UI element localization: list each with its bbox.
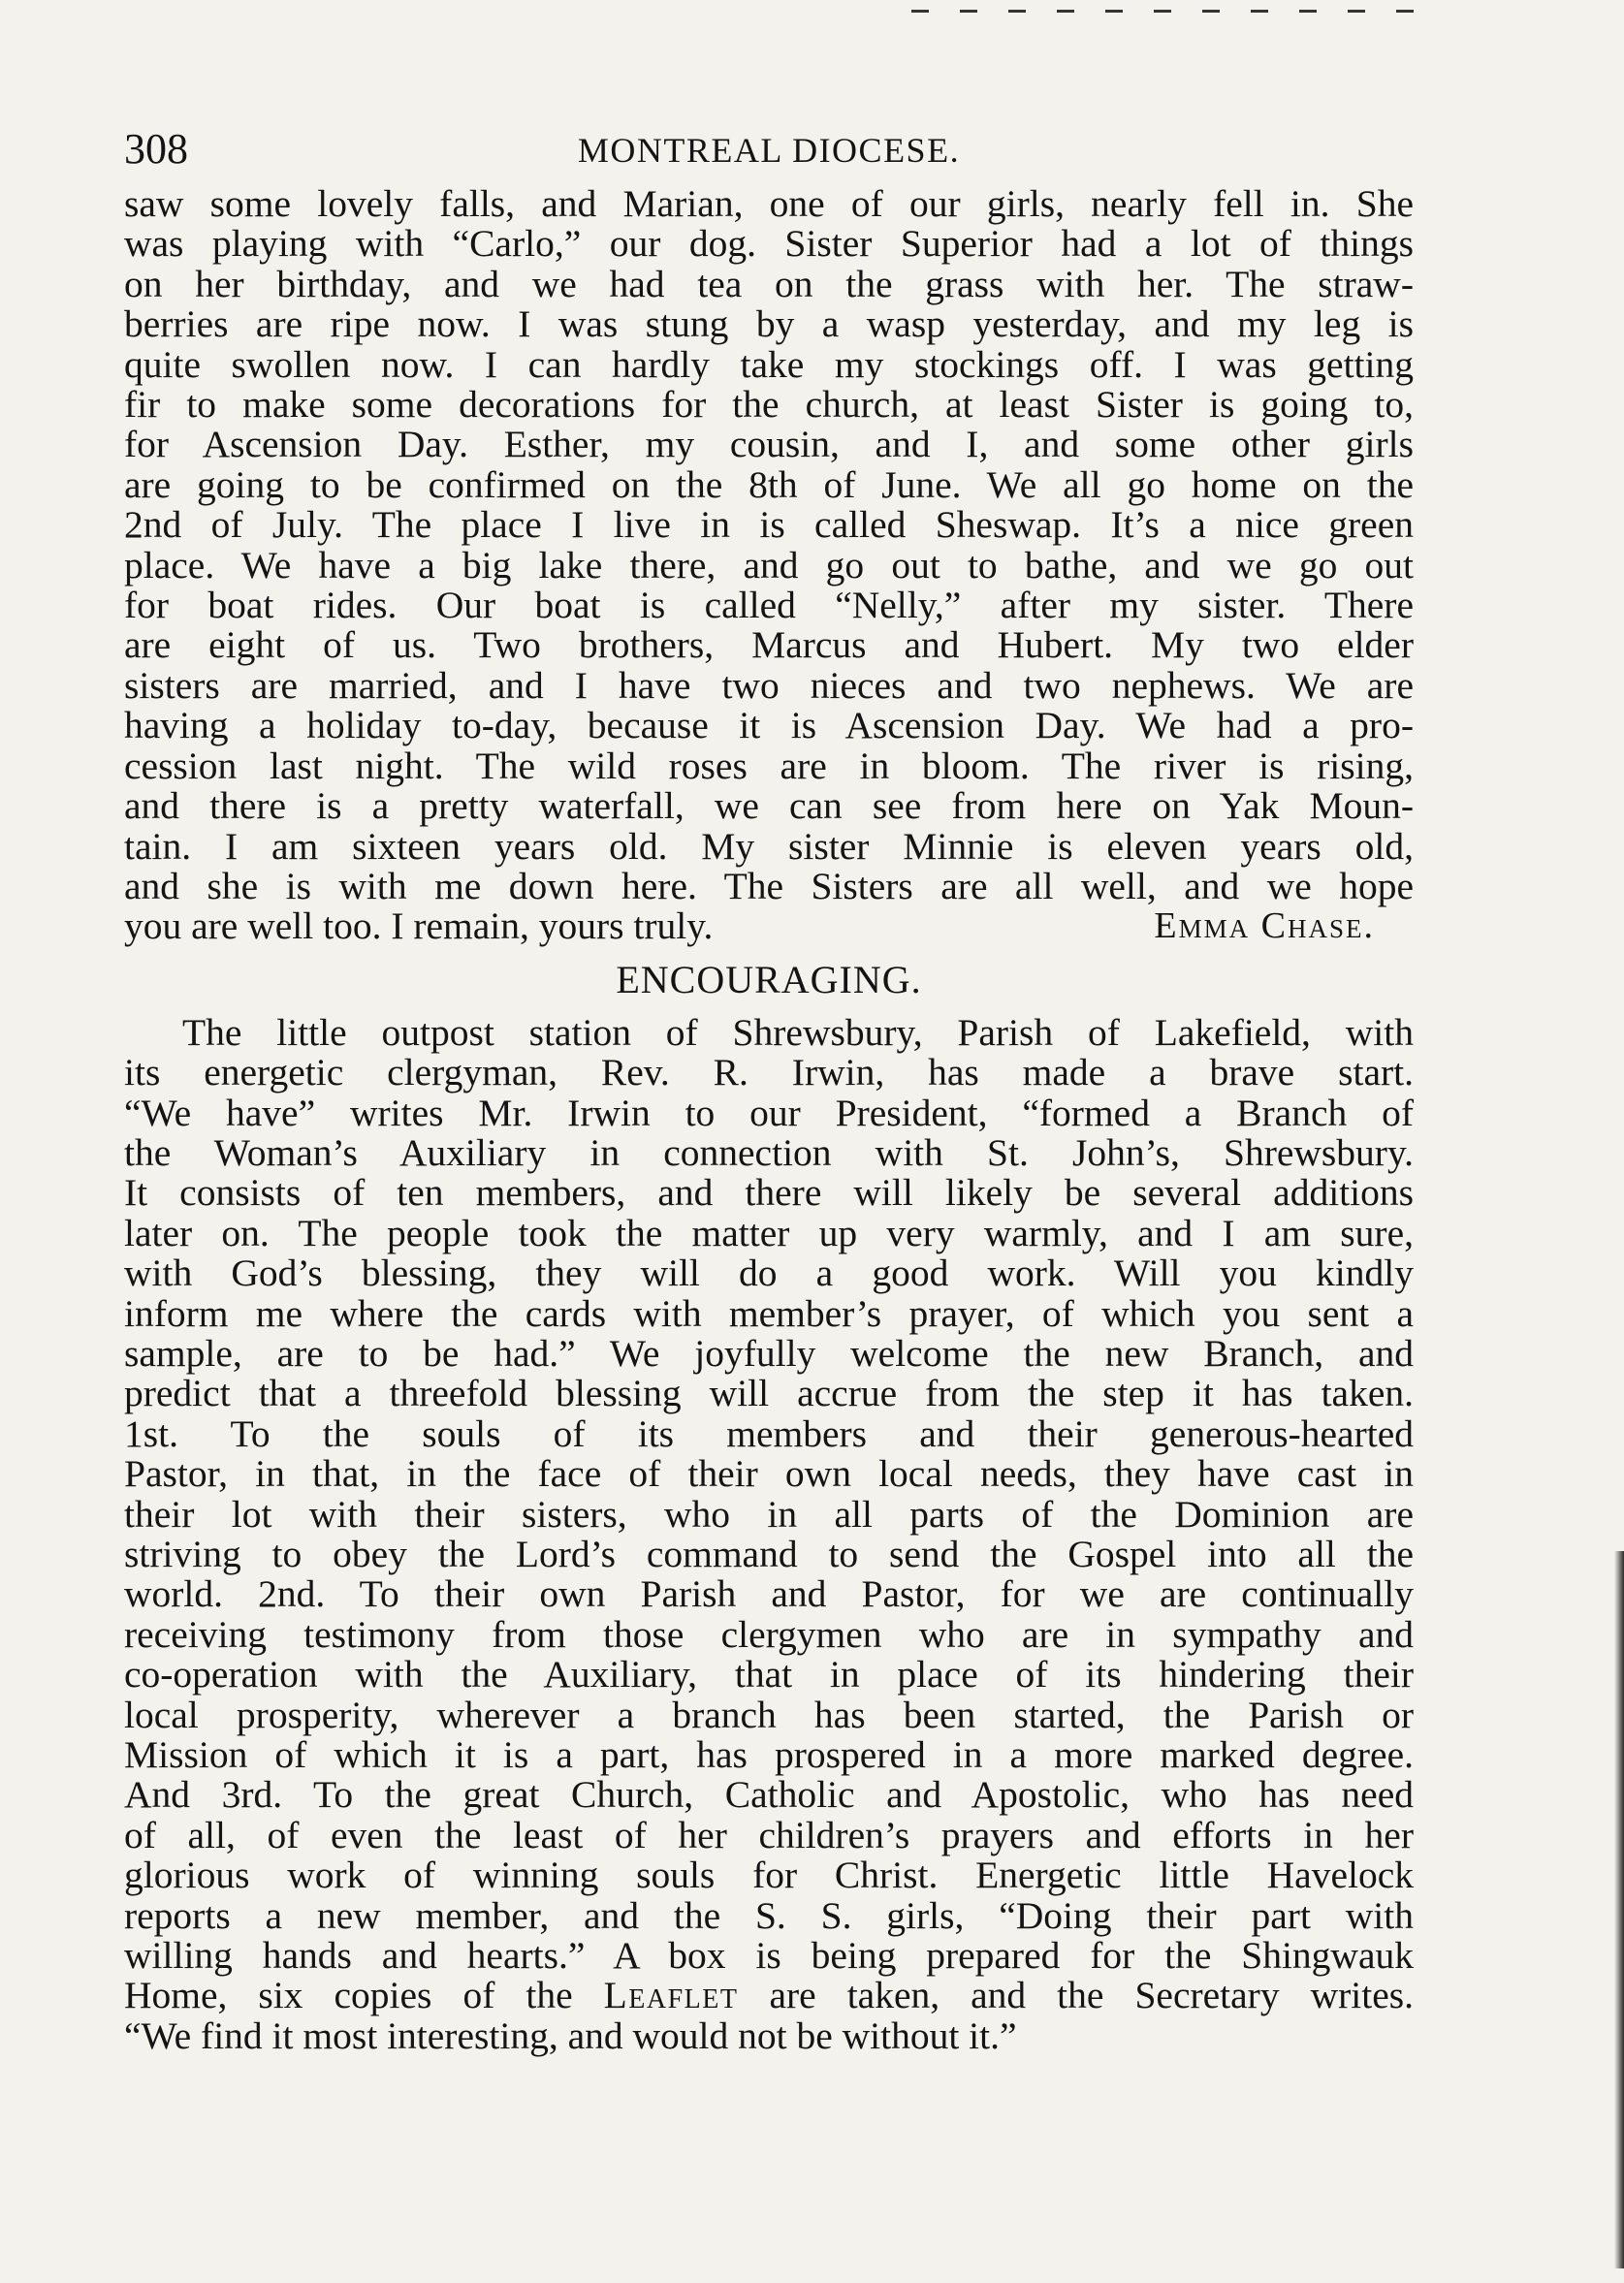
running-head: MONTREAL DIOCESE. bbox=[577, 131, 961, 170]
page-edge-shadow bbox=[1614, 1551, 1624, 2268]
article-line bbox=[124, 1976, 1414, 2015]
letter-line: 2nd of July. The place I live in is called Sheswap. It’s a nice green bbox=[124, 503, 1414, 547]
letter-text bbox=[124, 184, 1414, 947]
letter-line: quite swollen now. I can hardly take my stockings off. I was getting bbox=[124, 342, 1414, 386]
article-line: the Woman’s Auxiliary in connection with St. John’s, Shrewsbury. bbox=[124, 1130, 1414, 1174]
letter-line: for boat rides. Our boat is called “Nelly,” after my sister. There bbox=[124, 584, 1414, 627]
article-line: co-operation with the Auxiliary, that in place of its hindering their bbox=[124, 1653, 1414, 1696]
letter-line: are going to be confirmed on the 8th of June. We all go home on the bbox=[124, 462, 1414, 506]
article-line: sample, are to be had.” We joyfully welcome the new Branch, and bbox=[124, 1331, 1414, 1375]
letter-line: place. We have a big lake there, and go out to bathe, and we go out bbox=[124, 543, 1414, 587]
article-line: The little outpost station of Shrewsbury, Parish of Lakefield, with bbox=[182, 1010, 1414, 1054]
article-line: local prosperity, wherever a branch has been started, the Parish or bbox=[124, 1693, 1414, 1736]
letter-line: having a holiday to-day, because it is Ascension Day. We had a pro- bbox=[124, 704, 1414, 747]
article-line-text: Home, six copies of the bbox=[124, 1974, 604, 2017]
top-edge-rule bbox=[911, 10, 1435, 13]
letter-line: saw some lovely falls, and Marian, one of our girls, nearly fell in. She bbox=[124, 182, 1414, 225]
article-line: later on. The people took the matter up very warmly, and I am sure, bbox=[124, 1211, 1414, 1254]
article-line-text: are taken, and the Secretary writes. bbox=[738, 1974, 1414, 2017]
book-page bbox=[124, 116, 1414, 2056]
article-line: of all, of even the least of her children’s prayers and efforts in her bbox=[124, 1813, 1414, 1856]
letter-line: for Ascension Day. Esther, my cousin, and I, and some other girls bbox=[124, 423, 1414, 466]
article-line: their lot with their sisters, who in all parts of the Dominion are bbox=[124, 1492, 1414, 1536]
letter-line: are eight of us. Two brothers, Marcus and Hubert. My two elder bbox=[124, 623, 1414, 667]
article-line: willing hands and hearts.” A box is being prepared for the Shingwauk bbox=[124, 1934, 1414, 1978]
letter-closing-line bbox=[124, 906, 1414, 946]
letter-line: berries are ripe now. I was stung by a wasp yesterday, and my leg is bbox=[124, 302, 1414, 346]
article-line: with God’s blessing, they will do a good work. Will you kindly bbox=[124, 1252, 1414, 1295]
letter-closing: you are well too. I remain, yours truly. bbox=[124, 904, 714, 948]
article-line: 1st. To the souls of its members and their generous-hearted bbox=[124, 1411, 1414, 1455]
article-line: world. 2nd. To their own Parish and Pastor, for we are continually bbox=[124, 1572, 1414, 1616]
leaflet-title: Leaflet bbox=[603, 1974, 739, 2017]
article-line: Pastor, in that, in the face of their own local needs, they have cast in bbox=[124, 1452, 1414, 1496]
letter-line: fir to make some decorations for the church, at least Sister is going to, bbox=[124, 383, 1414, 427]
page-header bbox=[124, 116, 1414, 184]
letter-line: and there is a pretty waterfall, we can see from here on Yak Moun- bbox=[124, 784, 1414, 828]
letter-line: on her birthday, and we had tea on the grass with her. The straw- bbox=[124, 262, 1414, 305]
letter-line: was playing with “Carlo,” our dog. Sister Superior had a lot of things bbox=[124, 222, 1414, 266]
article-line: “We have” writes Mr. Irwin to our President, “formed a Branch of bbox=[124, 1091, 1414, 1134]
letter-line: and she is with me down here. The Sisters are all well, and we hope bbox=[124, 864, 1414, 907]
section-title: ENCOURAGING. bbox=[616, 957, 922, 1001]
article-line: inform me where the cards with member’s prayer, of which you sent a bbox=[124, 1291, 1414, 1335]
article-line: striving to obey the Lord’s command to send the Gospel into all the bbox=[124, 1533, 1414, 1575]
article-text bbox=[124, 1010, 1414, 2057]
article-line: predict that a threefold blessing will accrue from the step it has taken. bbox=[124, 1372, 1414, 1415]
letter-line: sisters are married, and I have two nieces and two nephews. We are bbox=[124, 663, 1414, 707]
article-line: Mission of which it is a part, has prospered in a more marked degree. bbox=[124, 1733, 1414, 1777]
article-line: its energetic clergyman, Rev. R. Irwin, has made a brave start. bbox=[124, 1051, 1414, 1094]
article-line: reports a new member, and the S. S. girls, “Doing their part with bbox=[124, 1893, 1414, 1937]
letter-signature: Emma Chase. bbox=[1154, 905, 1375, 947]
article-line: glorious work of winning souls for Christ. Energetic little Havelock bbox=[124, 1854, 1414, 1897]
page-number: 308 bbox=[124, 125, 188, 173]
article-line: receiving testimony from those clergymen who are in sympathy and bbox=[124, 1612, 1414, 1656]
article-closing-line: “We find it most interesting, and would not be without it.” bbox=[124, 2013, 1017, 2057]
article-line: It consists of ten members, and there will likely be several additions bbox=[124, 1171, 1414, 1215]
article-line: And 3rd. To the great Church, Catholic and Apostolic, who has need bbox=[124, 1773, 1414, 1817]
letter-line: cession last night. The wild roses are in bloom. The river is rising, bbox=[124, 744, 1414, 787]
letter-line: tain. I am sixteen years old. My sister Minnie is eleven years old, bbox=[124, 824, 1414, 868]
